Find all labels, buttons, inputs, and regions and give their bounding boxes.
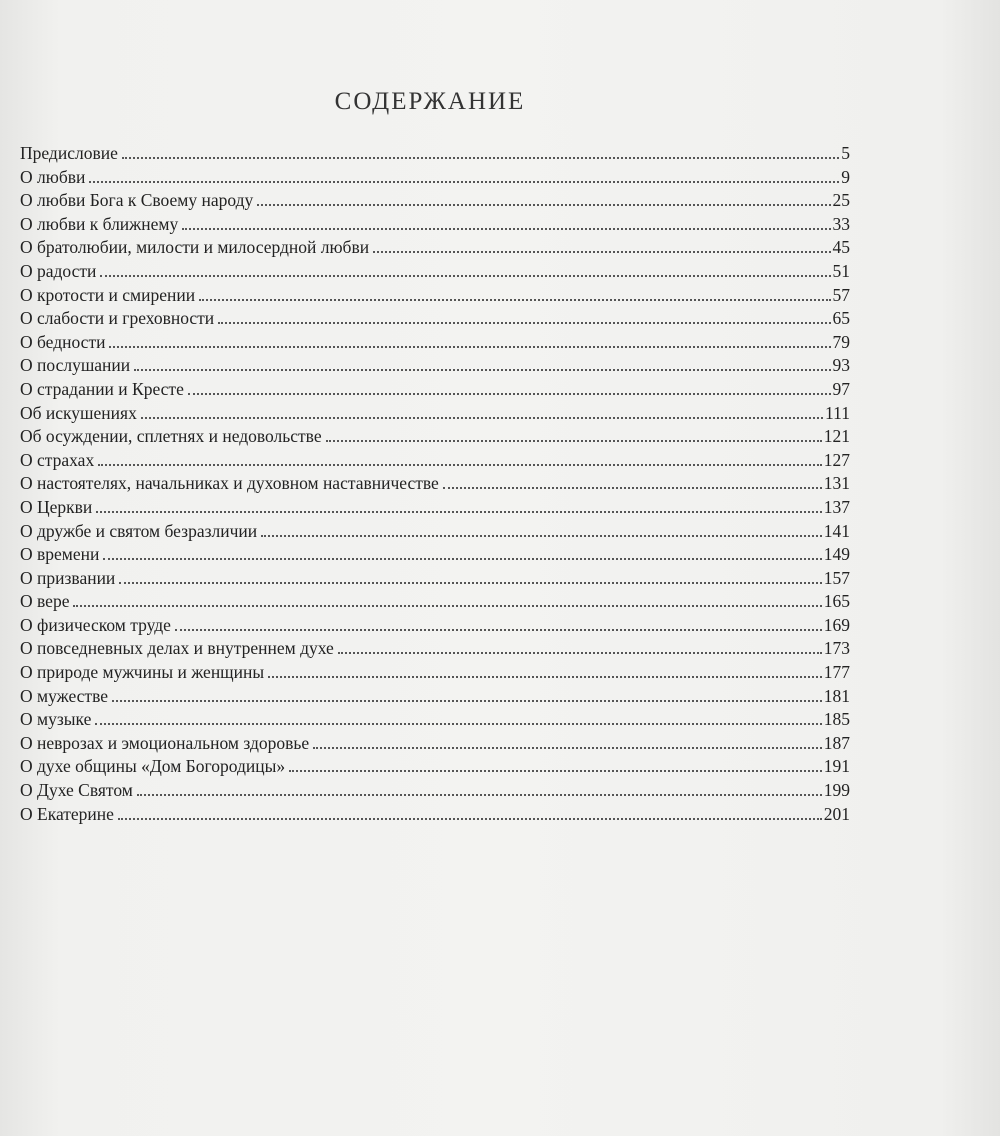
toc-entry-page: 187 [823, 732, 850, 753]
toc-entry-page: 185 [823, 709, 850, 730]
dot-leader [218, 322, 830, 324]
dot-leader [326, 440, 822, 442]
dot-leader [261, 535, 822, 537]
toc-entry-page: 177 [823, 662, 850, 683]
toc-entry [20, 236, 850, 260]
toc-entry-page: 5 [841, 143, 850, 163]
toc-entry [20, 142, 850, 166]
toc-entry-title: О духе общины «Дом Богородицы» [20, 756, 286, 777]
toc-entry-title: О неврозах и эмоциональном здоровье [20, 732, 310, 753]
toc-entry-page: 9 [841, 166, 850, 187]
dot-leader [109, 346, 830, 348]
page-title: СОДЕРЖАНИЕ [334, 88, 526, 115]
toc-entry-page: 201 [823, 803, 850, 824]
toc-entry-page: 97 [832, 378, 850, 399]
dot-leader [289, 770, 822, 772]
toc-entry [20, 449, 850, 473]
toc-entry-title: О радости [20, 260, 97, 281]
toc-entry-page: 131 [823, 473, 850, 494]
toc-entry-page: 191 [823, 756, 850, 777]
toc-entry [20, 567, 850, 591]
toc-entry-title: О вере [20, 591, 70, 612]
toc-entry-title: О любви Бога к Своему народу [20, 190, 254, 211]
toc-entry [20, 496, 850, 520]
dot-leader [443, 487, 822, 489]
dot-leader [100, 275, 830, 277]
dot-leader [134, 369, 830, 371]
dot-leader [89, 181, 839, 183]
dot-leader [188, 393, 831, 395]
toc-entry-page: 165 [823, 591, 850, 612]
toc-entry-title: О Духе Святом [20, 780, 133, 801]
toc-entry-title: О Церкви [20, 496, 93, 517]
toc-entry-page: 45 [832, 237, 850, 258]
dot-leader [182, 228, 830, 230]
toc-entry-title: О повседневных делах и внутреннем духе [20, 638, 334, 659]
dot-leader [313, 747, 822, 749]
toc-entry-title: О мужестве [20, 685, 109, 706]
toc-entry-title: О времени [20, 544, 100, 565]
toc-entry-title: О физическом труде [20, 614, 171, 635]
toc-entry [20, 189, 850, 213]
toc-entry-page: 199 [823, 780, 850, 801]
toc-entry [20, 590, 850, 614]
dot-leader [199, 299, 830, 301]
dot-leader [137, 794, 822, 796]
toc-entry-page: 111 [825, 402, 850, 423]
toc-entry-title: О слабости и греховности [20, 308, 215, 329]
dot-leader [122, 157, 839, 159]
toc-entry-title: О музыке [20, 709, 92, 730]
toc-entry-page: 65 [832, 308, 850, 329]
toc-entry-page: 141 [823, 520, 850, 541]
dot-leader [112, 700, 822, 702]
toc-entry [20, 307, 850, 331]
toc-entry-title: О бедности [20, 331, 106, 352]
toc-entry-title: О Екатерине [20, 803, 114, 824]
toc-entry [20, 779, 850, 803]
toc-entry-title: О любви [20, 166, 86, 187]
toc-entry-title: Предисловие [20, 143, 118, 163]
toc-entry [20, 755, 850, 779]
toc-entry-title: О послушании [20, 355, 131, 376]
toc-entry-page: 137 [823, 496, 850, 517]
dot-leader [119, 582, 821, 584]
toc-entry-page: 33 [832, 213, 850, 234]
toc-entry-title: Об осуждении, сплетнях и недовольстве [20, 426, 322, 447]
dot-leader [257, 204, 830, 206]
toc-entry-page: 173 [823, 638, 850, 659]
dot-leader [373, 251, 830, 253]
toc-entry-title: О страдании и Кресте [20, 378, 184, 399]
dot-leader [118, 818, 822, 820]
dot-leader [141, 417, 823, 419]
toc-entry [20, 425, 850, 449]
toc-entry [20, 637, 850, 661]
toc-entry-page: 121 [823, 426, 850, 447]
toc-entry-title: О любви к ближнему [20, 213, 179, 234]
dot-leader [268, 676, 822, 678]
toc-entry [20, 732, 850, 756]
toc-entry-page: 149 [823, 544, 850, 565]
toc-entry-page: 93 [832, 355, 850, 376]
toc-entry-title: О настоятелях, начальниках и духовном наставничестве [20, 473, 439, 494]
toc-entry [20, 331, 850, 355]
toc-entry [20, 685, 850, 709]
toc-entry-page: 169 [823, 614, 850, 635]
toc-entry [20, 213, 850, 237]
toc-entry-title: Об искушениях [20, 402, 137, 423]
toc-entry-title: О дружбе и святом безразличии [20, 520, 258, 541]
toc-entry-page: 51 [832, 260, 850, 281]
toc-entry [20, 260, 850, 284]
dot-leader [338, 652, 822, 654]
dot-leader [96, 511, 821, 513]
toc-entry-page: 127 [823, 449, 850, 470]
toc-entry [20, 284, 850, 308]
toc-entry-page: 157 [823, 567, 850, 588]
dot-leader [98, 464, 822, 466]
toc-entry-title: О призвании [20, 567, 116, 588]
toc-entry [20, 803, 850, 827]
toc-entry-page: 57 [832, 284, 850, 305]
dot-leader [73, 605, 821, 607]
toc-entry [20, 708, 850, 732]
toc-entry [20, 402, 850, 426]
toc-entry [20, 661, 850, 685]
toc-entry [20, 354, 850, 378]
table-of-contents [20, 142, 850, 826]
toc-entry-page: 25 [832, 190, 850, 211]
toc-entry-title: О страхах [20, 449, 95, 470]
dot-leader [95, 723, 821, 725]
toc-entry [20, 166, 850, 190]
dot-leader [175, 629, 822, 631]
toc-entry-page: 181 [823, 685, 850, 706]
toc-entry [20, 378, 850, 402]
toc-entry [20, 520, 850, 544]
toc-entry-title: О кротости и смирении [20, 284, 196, 305]
toc-entry [20, 614, 850, 638]
dot-leader [103, 558, 821, 560]
toc-entry-title: О природе мужчины и женщины [20, 662, 265, 683]
toc-entry-title: О братолюбии, милости и милосердной любви [20, 237, 370, 258]
toc-entry [20, 543, 850, 567]
toc-entry-page: 79 [832, 331, 850, 352]
toc-entry [20, 472, 850, 496]
